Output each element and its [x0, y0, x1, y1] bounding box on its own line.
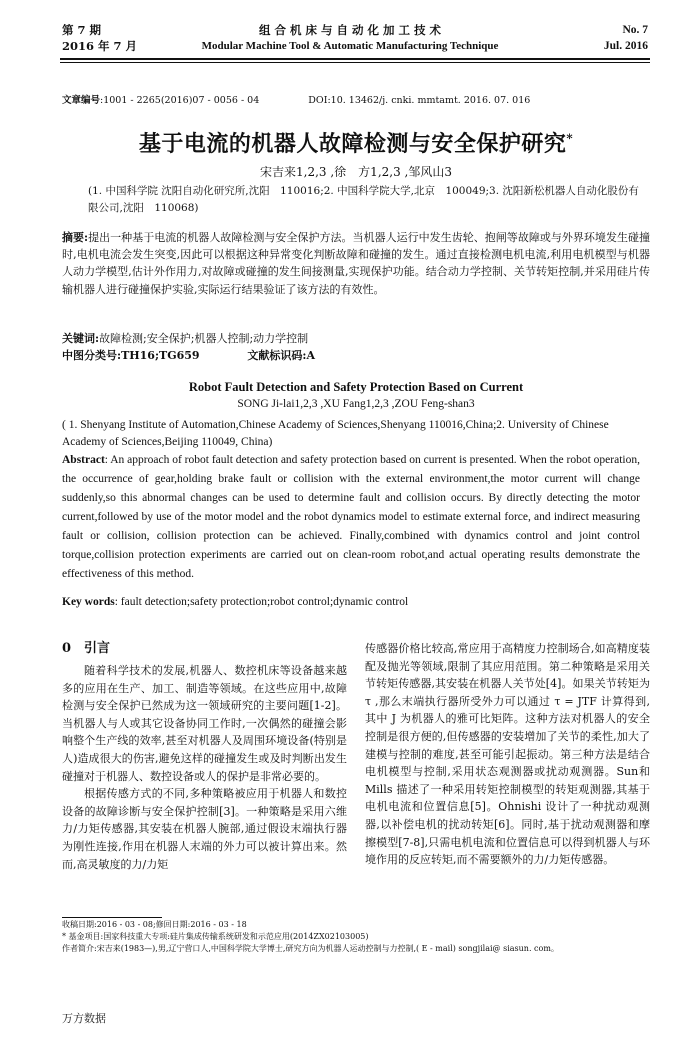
title-footnote-mark: *	[566, 131, 574, 146]
footnotes	[62, 919, 682, 955]
abstract-en-label: Abstract	[62, 454, 105, 466]
body-column-right	[365, 640, 650, 869]
keywords-cn-text: 故障检测;安全保护;机器人控制;动力学控制	[99, 332, 309, 345]
header-rule-thin	[60, 62, 650, 63]
affiliations-cn: (1. 中国科学院 沈阳自动化研究所,沈阳 110016;2. 中国科学院大学,北京 100049;3. 沈阳新松机器人自动化股份有限公司,沈阳 110068)	[88, 185, 639, 214]
journal-name-cn: 组 合 机 床 与 自 动 化 加 工 技 术	[258, 23, 442, 37]
article-id-label: 文章编号	[62, 95, 101, 106]
keywords-en-text: : fault detection;safety protection;robot control;dynamic control	[114, 596, 409, 608]
abstract-en-text: : An approach of robot fault detection and safety protection based on current is presented. When the robot operation, the occurrence of gear,holding brake fault or collision with the external environment,the motor current will change suddenly,so this abnormal changes can be used to determine fault and collision occurs. By directly detecting the motor current,followed by use of the motor model and the robot dynamics model to estimate external force, and indirect measuring fault or collision, collision protection can be achieved. Finally,combined with dynamics control and joint control torque,collision protection experiments are carried out on clean-room robot,and actual operating results demonstrate the effectiveness of this method.	[62, 454, 640, 580]
footnote-rule	[62, 917, 162, 918]
header-issue-block	[62, 22, 137, 54]
section-heading-introduction: 0 引言	[62, 641, 111, 656]
journal-name-en: Modular Machine Tool & Automatic Manufacturing Technique	[201, 40, 499, 52]
intro-paragraph-continued: 传感器价格比较高,常应用于高精度力控制场合,如高精度装配及抛光等领域,限制了其应用范围。第二种策略是采用关节转矩传感器,其安装在机器人关节处[4]。如果关节转矩为 τ ,那么末端执行器所受外力可以通过 τ = JTF 计算得到,其中 J 为机器人的雅可比矩阵。这种方法对机器人的安全控制是很方便的,但传感器的安装增加了关节的柔性,加大了建模与控制的难度,甚至可能引起振动。第三种方法是结合电机模型与控制,采用状态观测器或扰动观测器。Sun和 Mills 描述了一种采用转矩控制模型的转矩观测器,其基于电机电流和位置信息[5]。Ohnishi 设计了一种扰动观测器,以补偿电机的扰动转矩[6]。同时,基于扰动观测器和摩擦模型[7-8],只需电机电流和位置信息可以得到机器人与环境作用的反应转矩,而不需要额外的力/力矩传感器。	[365, 642, 650, 867]
watermark-text: 万方数据	[62, 1012, 106, 1025]
footnote-dates: 收稿日期:2016 - 03 - 08;修回日期:2016 - 03 - 18	[62, 920, 247, 929]
article-id: :1001 - 2265(2016)07 - 0056 - 04	[100, 95, 260, 106]
header-number-block	[604, 22, 648, 54]
abstract-cn-text: 提出一种基于电流的机器人故障检测与安全保护方法。当机器人运行中发生齿轮、抱闸等故障或与外界环境发生碰撞时,电机电流会发生突变,因此可以根据这种异常变化判断故障和碰撞的发生。通过直接检测电机电流,利用电机模型与机器人动力学模型,估计外作用力,对故障或碰撞的发生间接测量,实现保护功能。结合动力学控制、关节转矩控制,并采用硅片传输机器人进行碰撞保护实验,实际运行结果验证了该方法的有效性。	[62, 231, 651, 296]
abstract-en	[62, 451, 640, 584]
article-meta	[62, 95, 530, 107]
header-issue: 第 7 期	[62, 23, 102, 37]
footnote-fund: * 基金项目:国家科技重大专项:硅片集成传输系统研发和示范应用(2014ZX02103005)	[62, 932, 369, 941]
keywords-cn	[62, 330, 650, 347]
authors-en: SONG Ji-lai1,2,3 ,XU Fang1,2,3 ,ZOU Feng-shan3	[237, 398, 475, 410]
header-date: 2016 年 7 月	[62, 39, 138, 53]
keywords-en-label: Key words	[62, 596, 115, 608]
keywords-en	[62, 594, 640, 611]
abstract-cn	[62, 229, 650, 298]
title-cn-text: 基于电流的机器人故障检测与安全保护研究	[138, 131, 567, 157]
affiliations-en: ( 1. Shenyang Institute of Automation,Chinese Academy of Sciences,Shenyang 110016,China;2. University of Chinese Academy of Sciences,Beijing 110049, China)	[62, 419, 609, 448]
paper-title-cn	[62, 127, 650, 158]
abstract-cn-label: 摘要:	[62, 231, 89, 244]
header-rule-thick	[60, 58, 650, 60]
doc-code-value: A	[306, 349, 316, 362]
footnote-author: 作者简介:宋吉来(1983—),男,辽宁营口人,中国科学院大学博士,研究方向为机器人运动控制与力控制,( E - mail) songjilai@ siasun. com。	[62, 944, 559, 953]
body-column-left	[62, 640, 347, 873]
header-month-year: Jul. 2016	[603, 40, 648, 52]
doc-code-label: 文献标识码:	[247, 349, 307, 362]
clc-value: TH16;TG659	[121, 349, 200, 362]
article-doi: DOI:10. 13462/j. cnki. mmtamt. 2016. 07. 016	[308, 95, 531, 106]
keywords-cn-label: 关键词:	[62, 332, 100, 345]
header-number: No. 7	[622, 24, 648, 36]
intro-paragraph-1: 随着科学技术的发展,机器人、数控机床等设备越来越多的应用在生产、加工、制造等领域。在这些应用中,故障检测与安全保护已然成为这一领域研究的主要问题[1-2]。当机器人与人或其它设备协同工作时,一次偶然的碰撞会影响整个生产线的效率,甚至对机器人及周围环境设备(特别是人)造成很大的伤害,避免这样的碰撞发生或及时判断出发生碰撞对于机器人、数控设备或人的保护是非常必要的。	[62, 664, 347, 783]
clc-label: 中图分类号:	[62, 349, 122, 362]
authors-cn: 宋吉来1,2,3 ,徐 方1,2,3 ,邹风山3	[260, 165, 452, 179]
header-journal-block	[160, 22, 540, 54]
classification-cn	[62, 347, 650, 364]
intro-paragraph-2: 根据传感方式的不同,多种策略被应用于机器人和数控设备的故障诊断与安全保护控制[3]。一种策略是采用六维力/力矩传感器,其安装在机器人腕部,通过假设末端执行器为刚性连接,作用在机器人末端的外力可以被计算出来。然而,高灵敏度的力/力矩	[62, 787, 347, 871]
paper-title-en: Robot Fault Detection and Safety Protection Based on Current	[188, 380, 524, 394]
